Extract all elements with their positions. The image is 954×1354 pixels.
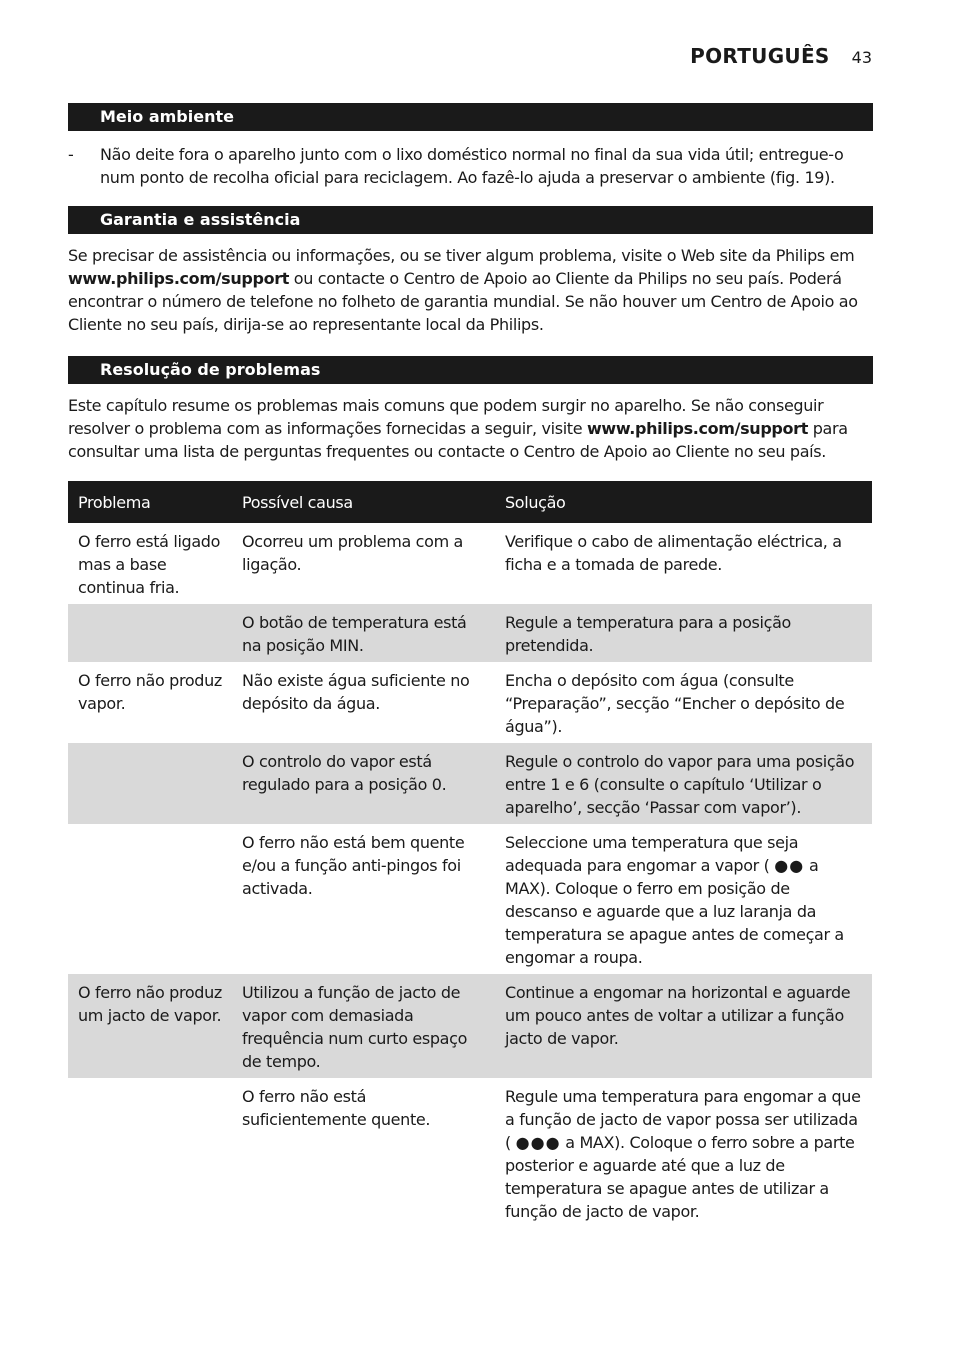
language-label: PORTUGUÊS — [690, 44, 830, 68]
solution-text-after: a MAX). Coloque o ferro sobre a parte posterior e aguarde até que a luz de temperatura se apague antes de utilizar a função de jacto de vapor. — [505, 1133, 855, 1221]
solution-cell — [495, 824, 872, 974]
table-row — [68, 604, 872, 662]
resolucao-paragraph — [68, 394, 873, 463]
solution-text-after: a MAX). Coloque o ferro em posição de descanso e aguarde que a luz laranja da temperatura se apague antes de começar a engomar a roupa. — [505, 856, 844, 967]
cause-cell: O controlo do vapor está regulado para a posição 0. — [232, 743, 495, 824]
support-link[interactable]: www.philips.com/support — [586, 419, 809, 438]
header-problem: Problema — [68, 481, 232, 523]
solution-cell: Verifique o cabo de alimentação eléctrica, a ficha e a tomada de parede. — [495, 523, 872, 604]
solution-cell: Regule a temperatura para a posição pretendida. — [495, 604, 872, 662]
solution-cell: Continue a engomar na horizontal e aguarde um pouco antes de voltar a utilizar a função jacto de vapor. — [495, 974, 872, 1078]
solution-text-before: Seleccione uma temperatura que seja adequada para engomar a vapor ( — [505, 833, 799, 875]
table-row — [68, 743, 872, 824]
table-row — [68, 523, 872, 604]
temperature-dots-icon: ●● — [774, 856, 805, 875]
section-title-garantia: Garantia e assistência — [68, 206, 873, 234]
troubleshooting-table — [68, 481, 872, 1228]
cause-cell: Ocorreu um problema com a ligação. — [232, 523, 495, 604]
list-item — [68, 143, 873, 189]
table-row — [68, 1078, 872, 1228]
problem-cell — [68, 824, 232, 974]
cause-cell: O ferro não está bem quente e/ou a função anti-pingos foi activada. — [232, 824, 495, 974]
garantia-text-before: Se precisar de assistência ou informações, ou se tiver algum problema, visite o Web site da Philips em — [68, 246, 855, 265]
page-header — [690, 44, 872, 68]
temperature-dots-icon: ●●● — [515, 1133, 561, 1152]
solution-cell — [495, 1078, 872, 1228]
page-number: 43 — [851, 48, 872, 67]
section-title-resolucao: Resolução de problemas — [68, 356, 873, 384]
cause-cell: O ferro não está suficientemente quente. — [232, 1078, 495, 1228]
cause-cell: Utilizou a função de jacto de vapor com demasiada frequência num curto espaço de tempo. — [232, 974, 495, 1078]
problem-cell — [68, 604, 232, 662]
problem-cell: O ferro está ligado mas a base continua fria. — [68, 523, 232, 604]
table-header-row — [68, 481, 872, 523]
problem-cell: O ferro não produz vapor. — [68, 662, 232, 743]
table-row — [68, 974, 872, 1078]
support-link[interactable]: www.philips.com/support — [68, 269, 290, 288]
section-title-meio-ambiente: Meio ambiente — [68, 103, 873, 131]
problem-cell — [68, 1078, 232, 1228]
solution-cell: Regule o controlo do vapor para uma posição entre 1 e 6 (consulte o capítulo ‘Utilizar o aparelho’, secção ‘Passar com vapor’). — [495, 743, 872, 824]
meio-ambiente-text: Não deite fora o aparelho junto com o lixo doméstico normal no final da sua vida útil; entregue-o num ponto de recolha oficial para reciclagem. Ao fazê-lo ajuda a preservar o ambiente (fig. 19). — [100, 145, 844, 187]
resolucao-text-after: para consultar uma lista de perguntas frequentes ou contacte o Centro de Apoio ao Cliente no seu país. — [68, 419, 848, 461]
cause-cell: O botão de temperatura está na posição MIN. — [232, 604, 495, 662]
page-content — [68, 103, 873, 1228]
bullet-dash: - — [68, 145, 74, 164]
resolucao-text-before: Este capítulo resume os problemas mais comuns que podem surgir no aparelho. Se não conseguir resolver o problema com as informações fornecidas a seguir, visite — [68, 396, 824, 438]
solution-text-before: Regule uma temperatura para engomar a que a função de jacto de vapor possa ser utilizada ( — [505, 1087, 861, 1152]
header-solution: Solução — [495, 481, 872, 523]
table-row — [68, 824, 872, 974]
garantia-paragraph — [68, 244, 873, 336]
header-cause: Possível causa — [232, 481, 495, 523]
table-row — [68, 662, 872, 743]
problem-cell — [68, 743, 232, 824]
garantia-text-after: ou contacte o Centro de Apoio ao Cliente da Philips no seu país. Poderá encontrar o número de telefone no folheto de garantia mundial. Se não houver um Centro de Apoio ao Cliente no seu país, dirija-se ao representante local da Philips. — [68, 269, 858, 334]
cause-cell: Não existe água suficiente no depósito da água. — [232, 662, 495, 743]
problem-cell: O ferro não produz um jacto de vapor. — [68, 974, 232, 1078]
solution-cell: Encha o depósito com água (consulte “Preparação”, secção “Encher o depósito de água”). — [495, 662, 872, 743]
